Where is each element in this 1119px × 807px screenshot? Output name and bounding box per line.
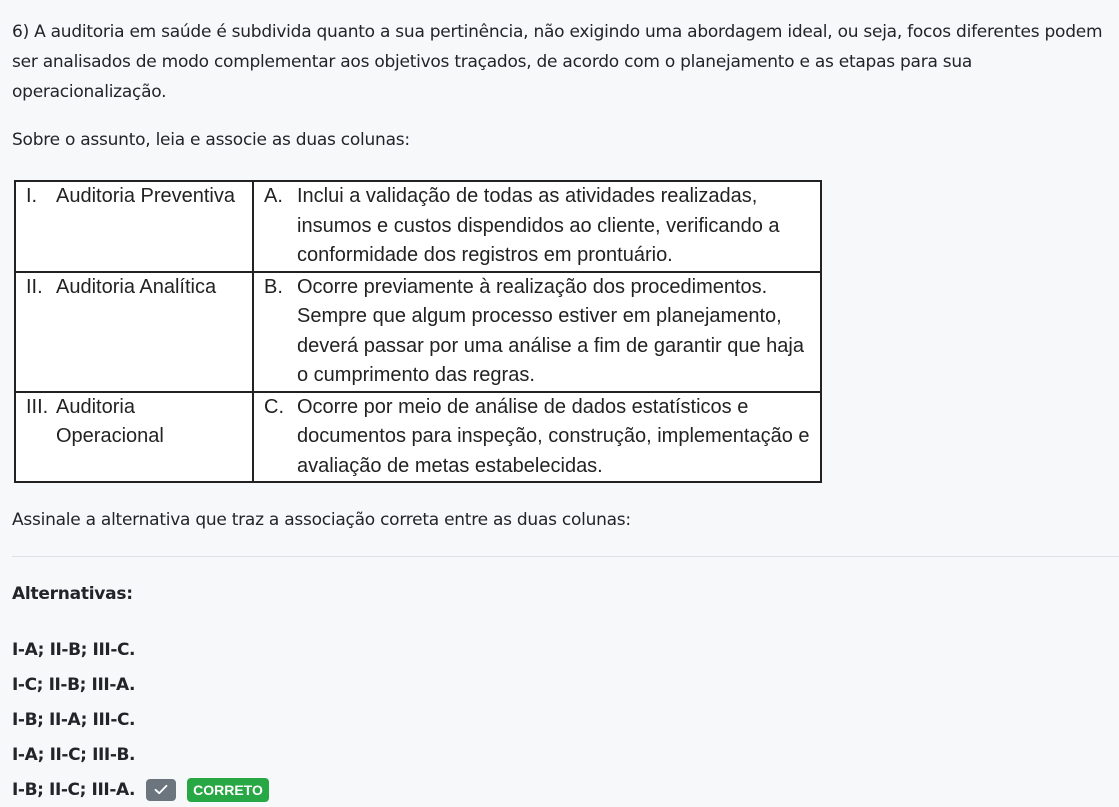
right-item-letter: B. [264,275,283,298]
right-column-cell [253,392,821,483]
alternative-option[interactable] [12,737,269,772]
left-item-text: Auditoria Preventiva [56,185,235,207]
alternative-text: I-B; II-A; III-C. [12,709,136,730]
left-column-cell [15,392,253,483]
left-column-cell [15,272,253,392]
right-item-letter: A. [264,185,283,207]
table-row [15,181,821,272]
right-column-cell [253,181,821,272]
section-divider [12,556,1119,557]
alternatives-list [12,632,269,807]
table-row [15,392,821,483]
left-item-text: Auditoria Analítica [56,275,217,298]
question-prompt: Sobre o assunto, leia e associe as duas colunas: [12,130,410,150]
question-text: 6) A auditoria em saúde é subdivida quanto a sua pertinência, não exigindo uma abordagem ideal, ou seja, focos diferentes podem ser analisados de modo complementar aos objetivos traçados, de acordo com o planejamento e as etapas para sua operacionalização. [12,22,1103,102]
left-item-number: I. [26,185,38,207]
right-column-cell [253,272,821,392]
table-row [15,272,821,392]
alternative-option-selected[interactable] [12,772,269,807]
alternative-text: I-A; II-B; III-C. [12,639,136,660]
right-item-text: Inclui a validação de todas as atividades realizadas, insumos e custos dispendidos ao cliente, verificando a conformidade dos registros em prontuário. [297,185,780,266]
alternative-text: I-C; II-B; III-A. [12,674,136,695]
left-item-number: III. [26,395,49,418]
check-icon [154,784,168,795]
right-item-letter: C. [264,395,284,418]
alternative-option[interactable] [12,667,269,702]
alternative-option[interactable] [12,632,269,667]
alternatives-heading: Alternativas: [12,584,133,604]
alternative-text: I-A; II-C; III-B. [12,744,136,765]
left-column-cell [15,181,253,272]
alternative-option[interactable] [12,702,269,737]
correct-badge: CORRETO [187,778,269,802]
alternative-text: I-B; II-C; III-A. [12,779,136,800]
left-item-text: Auditoria Operacional [56,395,164,447]
right-item-text: Ocorre previamente à realização dos procedimentos. Sempre que algum processo estiver em planejamento, deverá passar por uma análise a fim de garantir que haja o cumprimento das regras. [297,275,804,386]
right-item-text: Ocorre por meio de análise de dados estatísticos e documentos para inspeção, construção, implementação e avaliação de metas estabelecidas. [297,395,810,477]
question-instruction: Assinale a alternativa que traz a associação correta entre as duas colunas: [12,510,631,530]
association-table [14,180,822,483]
left-item-number: II. [26,275,43,298]
selected-check-badge [146,779,176,801]
